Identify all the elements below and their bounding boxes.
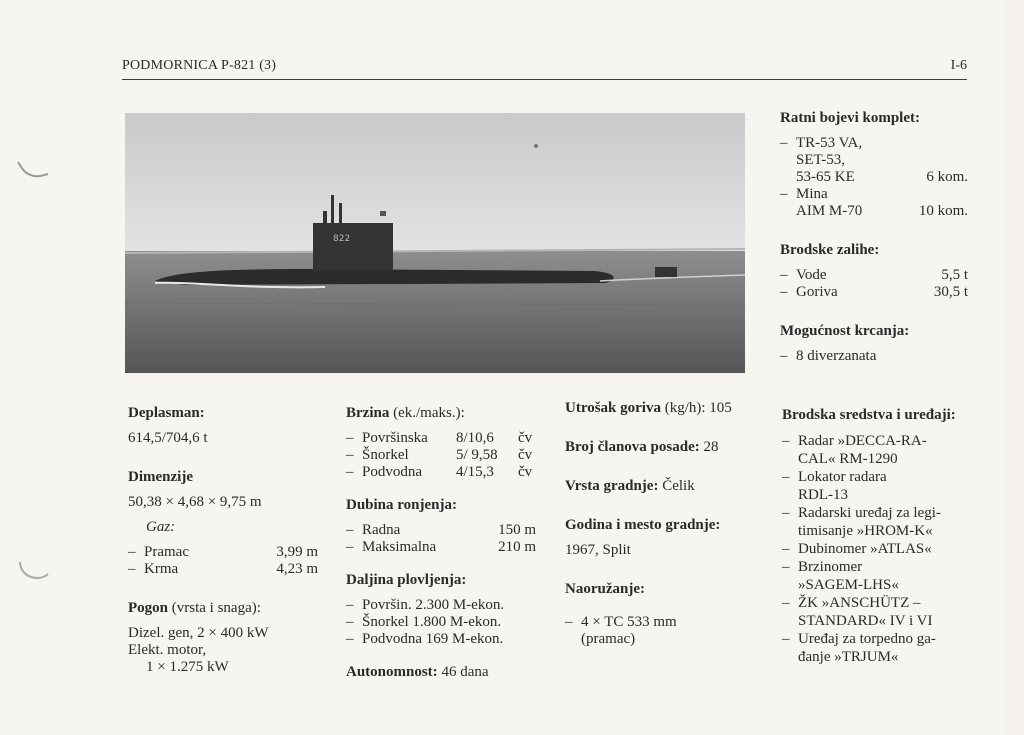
naoruzanje-label: Naoružanje: <box>565 581 645 597</box>
bojevi-row: 53-65 KE 6 kom. <box>796 169 968 185</box>
sredstva-item: – Lokator radara RDL-13 <box>782 469 887 503</box>
daljina-label: Daljina plovljenja: <box>346 572 467 588</box>
bojevi-row: – TR-53 VA, <box>780 135 863 151</box>
bojevi-label: Ratni bojevi komplet: <box>780 110 920 126</box>
zalihe-label: Brodske zalihe: <box>780 242 880 258</box>
godina-value: 1967, Split <box>565 542 631 558</box>
daljina-row: – Podvodna 169 M-ekon. <box>346 631 504 647</box>
posada: Broj članova posade: 28 <box>565 439 719 455</box>
brzina-row: – Podvodna 4/15,3 čv <box>346 464 533 480</box>
autonomnost: Autonomnost: 46 dana <box>346 664 489 680</box>
sail-number: 822 <box>333 234 351 244</box>
submarine-photo <box>125 113 745 373</box>
page-number: I-6 <box>950 58 967 73</box>
binding-hole-mark <box>12 158 52 188</box>
column-4 <box>780 110 968 365</box>
krcanje-label: Mogućnost krcanja: <box>780 323 910 339</box>
zalihe-row: – Goriva 30,5 t <box>780 284 968 300</box>
pogon-heading: Pogon (vrsta i snaga): <box>128 600 261 616</box>
daljina-row: – Površin. 2.300 M-ekon. <box>346 597 505 613</box>
gaz-row: – Krma 4,23 m <box>128 561 318 577</box>
page-title: PODMORNICA P-821 (3) <box>122 58 277 73</box>
godina-label: Godina i mesto gradnje: <box>565 517 721 533</box>
pogon-line: 1 × 1.275 kW <box>146 659 229 675</box>
dubina-label: Dubina ronjenja: <box>346 497 457 513</box>
column-4-sredstva <box>782 406 970 666</box>
page-header <box>122 58 967 80</box>
sredstva-item: – Dubinomer »ATLAS« <box>782 541 932 557</box>
sredstva-label: Brodska sredstva i uređaji: <box>782 407 956 423</box>
naoruzanje-row: (pramac) <box>581 631 636 647</box>
header-rule <box>122 79 967 80</box>
deplasman-value: 614,5/704,6 t <box>128 430 208 446</box>
dubina-row: – Maksimalna 210 m <box>346 539 536 555</box>
krcanje-row: – 8 diverzanata <box>780 348 877 364</box>
pogon-line: Elekt. motor, <box>128 642 207 658</box>
pogon-line: Dizel. gen, 2 × 400 kW <box>128 625 269 641</box>
sredstva-item: – Radar »DECCA-RA- CAL« RM-1290 <box>782 433 927 467</box>
naoruzanje-row: – 4 × TC 533 mm <box>565 614 677 630</box>
sredstva-item: – ŽK »ANSCHÜTZ – STANDARD« IV i VI <box>782 595 933 629</box>
gaz-row: – Pramac 3,99 m <box>128 544 318 560</box>
mina-row: – Mina <box>780 186 828 202</box>
sredstva-item: – Uređaj za torpedno ga- đanje »TRJUM« <box>782 631 936 665</box>
gradnja: Vrsta gradnje: Čelik <box>565 478 695 494</box>
dimenzije-label: Dimenzije <box>128 469 193 485</box>
bojevi-row: SET-53, <box>796 152 846 168</box>
dubina-row: – Radna 150 m <box>346 522 536 538</box>
brzina-heading: Brzina (ek./maks.): <box>346 405 465 421</box>
mina-row: AIM M-70 10 kom. <box>796 203 968 219</box>
column-3 <box>565 400 755 648</box>
deplasman-label: Deplasman: <box>128 405 205 421</box>
dimenzije-value: 50,38 × 4,68 × 9,75 m <box>128 494 262 510</box>
sredstva-item: – Brzinomer »SAGEM-LHS« <box>782 559 899 593</box>
utrosak: Utrošak goriva (kg/h): 105 <box>565 400 732 416</box>
brzina-row: – Šnorkel 5/ 9,58 čv <box>346 447 533 463</box>
brzina-row: – Površinska 8/10,6 čv <box>346 430 533 446</box>
binding-hole-mark <box>12 560 52 590</box>
daljina-row: – Šnorkel 1.800 M-ekon. <box>346 614 502 630</box>
column-1 <box>128 405 318 676</box>
zalihe-row: – Vode 5,5 t <box>780 267 968 283</box>
column-2 <box>346 405 536 681</box>
gaz-label: Gaz: <box>146 519 176 535</box>
sredstva-item: – Radarski uređaj za legi- timisanje »HROM-K« <box>782 505 941 539</box>
